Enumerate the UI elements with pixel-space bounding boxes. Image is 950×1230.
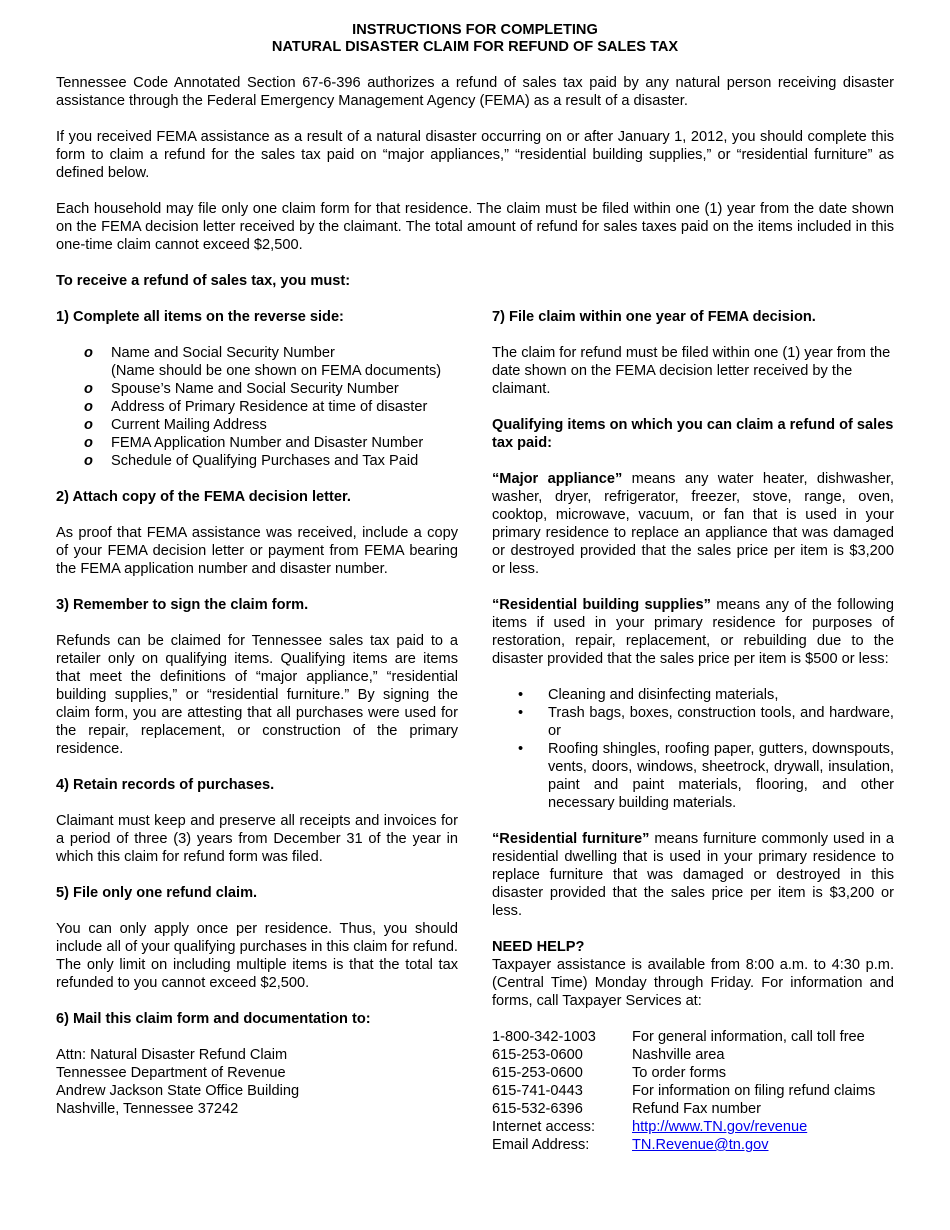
phone-description: For general information, call toll free [632,1029,865,1045]
internet-label: Internet access: [492,1119,596,1135]
must-heading: To receive a refund of sales tax, you must: [56,273,351,289]
address-line: Attn: Natural Disaster Refund Claim [56,1047,288,1063]
list-item: o Current Mailing Address [111,416,458,434]
document-title [56,22,894,56]
phone-number: 615-253-0600 [492,1047,583,1063]
help-body: Taxpayer assistance is available from 8:00 a.m. to 4:30 p.m. (Central Time) Monday through Friday. For information and forms, call Taxpayer Services at: [492,957,894,1009]
qualifying-heading: Qualifying items on which you can claim a refund of sales tax paid: [492,417,894,451]
phone-number: 615-741-0443 [492,1083,583,1099]
step-7-body: The claim for refund must be filed within one (1) year from the date shown on the FEMA decision letter received by the claimant. [492,345,891,397]
contact-row [492,1046,894,1064]
list-item: o Address of Primary Residence at time of disaster [111,398,458,416]
intro-section [56,74,894,254]
contact-row [492,1100,894,1118]
intro-paragraph-2: If you received FEMA assistance as a result of a natural disaster occurring on or after January 1, 2012, you should complete this form to claim a refund for the sales tax paid on “major appliances,” “residential building supplies,” or “residential furniture” as defined below. [56,129,894,181]
step-1-list [56,344,458,470]
furniture-definition: “Residential furniture” means furniture commonly used in a residential dwelling that is used in your primary residence to replace furniture that was damaged or destroyed in this disaster provided that the sales price per item is $3,200 or less. [492,831,894,919]
document-page [56,22,894,1154]
two-column-body [56,308,894,1154]
mailing-address [56,1046,458,1118]
contact-row [492,1136,894,1154]
email-label: Email Address: [492,1137,590,1153]
building-supplies-definition: “Residential building supplies” means any of the following items if used in your primary residence for purposes of restoration, repair, replacement, or rebuilding due to the disaster provided that the sales price per item is $500 or less: [492,597,894,667]
phone-number: 615-532-6396 [492,1101,583,1117]
contact-row [492,1028,894,1046]
phone-description: Nashville area [632,1047,725,1063]
phone-number: 615-253-0600 [492,1065,583,1081]
list-item: o FEMA Application Number and Disaster Number [111,434,458,452]
list-item: • Cleaning and disinfecting materials, [548,686,894,704]
contact-row [492,1082,894,1100]
step-2-body: As proof that FEMA assistance was received, include a copy of your FEMA decision letter or payment from FEMA bearing the FEMA application number and disaster number. [56,525,458,577]
step-2-heading: 2) Attach copy of the FEMA decision letter. [56,489,351,505]
supplies-list [492,686,894,812]
step-3-body: Refunds can be claimed for Tennessee sales tax paid to a retailer only on qualifying items. Qualifying items are items that meet the definitions of “major appliance,” “residential building supplies,” or “residential furniture.” By signing the claim form, you are attesting that all purchases were used for the repair, replacement, or construction of the primary residence. [56,633,458,757]
title-line-1: INSTRUCTIONS FOR COMPLETING [352,22,598,38]
revenue-email-link[interactable]: TN.Revenue@tn.gov [632,1137,769,1153]
intro-paragraph-1: Tennessee Code Annotated Section 67-6-396 authorizes a refund of sales tax paid by any natural person receiving disaster assistance through the Federal Emergency Management Agency (FEMA) as a result of a disaster. [56,75,894,109]
contact-table [492,1028,894,1154]
step-1-heading: 1) Complete all items on the reverse side: [56,309,344,325]
step-3-heading: 3) Remember to sign the claim form. [56,597,309,613]
address-line: Nashville, Tennessee 37242 [56,1101,239,1117]
list-item: • Roofing shingles, roofing paper, gutters, downspouts, vents, doors, windows, sheetrock, drywall, insulation, paint and paint materials, flooring, and other necessary building materials. [548,740,894,812]
major-appliance-definition: “Major appliance” means any water heater, dishwasher, washer, dryer, refrigerator, freezer, stove, range, oven, cooktop, microwave, vacuum, or fan that is used in your primary residence to replace an appliance that was damaged or destroyed provided that the sales price per item is $3,200 or less. [492,471,894,577]
step-5-body: You can only apply once per residence. Thus, you should include all of your qualifying purchases in this claim for refund. The only limit on including multiple items is that the total tax refunded to you cannot exceed $2,500. [56,921,458,991]
help-heading: NEED HELP? [492,939,585,955]
phone-description: For information on filing refund claims [632,1083,876,1099]
step-7-heading: 7) File claim within one year of FEMA decision. [492,309,816,325]
contact-row [492,1064,894,1082]
furniture-term: “Residential furniture” [492,831,650,847]
address-line: Tennessee Department of Revenue [56,1065,286,1081]
phone-description: Refund Fax number [632,1101,761,1117]
major-appliance-term: “Major appliance” [492,471,623,487]
list-item: o Name and Social Security Number (Name should be one shown on FEMA documents) [111,344,458,380]
left-column [56,308,458,1154]
step-4-body: Claimant must keep and preserve all receipts and invoices for a period of three (3) years from December 31 of the year in which this claim for refund form was filed. [56,813,458,865]
building-supplies-term: “Residential building supplies” [492,597,711,613]
intro-paragraph-3: Each household may file only one claim form for that residence. The claim must be filed within one (1) year from the date shown on the FEMA decision letter received by the claimant. The total amount of refund for sales taxes paid on the items included in this one-time claim cannot exceed $2,500. [56,201,894,253]
phone-number: 1-800-342-1003 [492,1029,596,1045]
contact-row [492,1118,894,1136]
title-line-2: NATURAL DISASTER CLAIM FOR REFUND OF SALES TAX [271,39,679,55]
list-item: • Trash bags, boxes, construction tools, and hardware, or [548,704,894,740]
step-6-heading: 6) Mail this claim form and documentation to: [56,1011,371,1027]
list-item: o Spouse’s Name and Social Security Number [111,380,458,398]
list-item: o Schedule of Qualifying Purchases and Tax Paid [111,452,458,470]
phone-description: To order forms [632,1065,727,1081]
revenue-website-link[interactable]: http://www.TN.gov/revenue [632,1119,808,1135]
step-4-heading: 4) Retain records of purchases. [56,777,275,793]
step-5-heading: 5) File only one refund claim. [56,885,258,901]
address-line: Andrew Jackson State Office Building [56,1083,300,1099]
right-column [492,308,894,1154]
